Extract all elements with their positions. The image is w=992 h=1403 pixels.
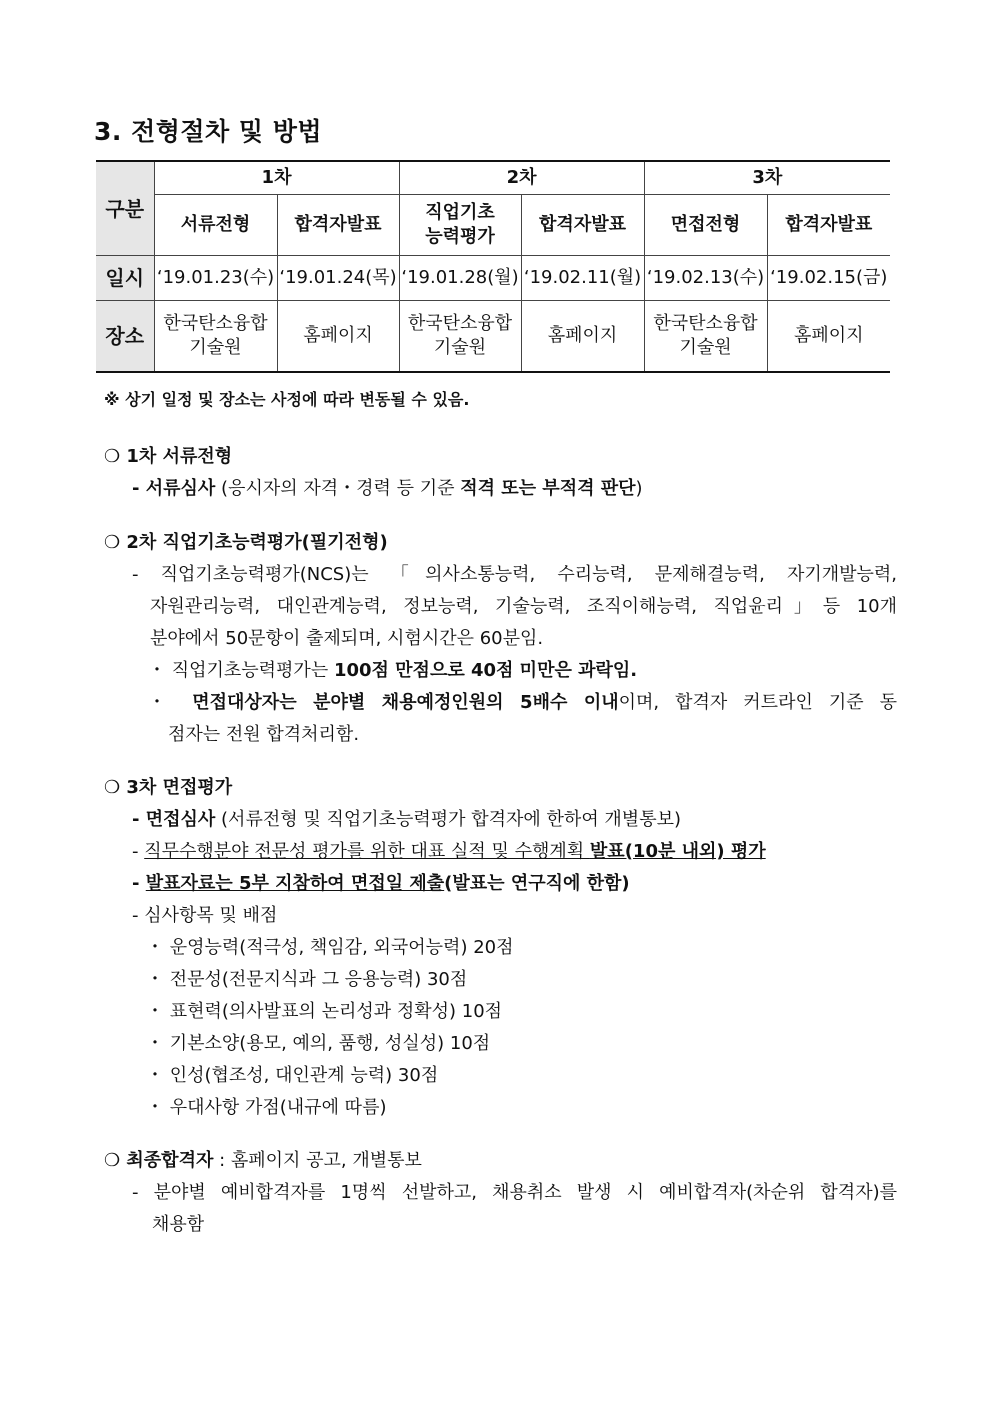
date-cell: ‘19.01.24(목) bbox=[277, 256, 399, 301]
place-line: 한국탄소융합 bbox=[653, 313, 758, 334]
stage2-bullet-continuation: 점자는 전원 합격처리함. bbox=[168, 724, 360, 745]
plain-text: (서류전형 및 직업기초능력평가 합격자에 한하여 개별통보) bbox=[215, 809, 681, 830]
stage2-paragraph-line: - 직업기초능력평가(NCS)는 「의사소통능력, 수리능력, 문제해결능력, 자기개발능력, bbox=[132, 564, 897, 585]
plain-text: ) bbox=[635, 478, 643, 499]
plain-text: (응시자의 자격・경력 등 기준 bbox=[215, 478, 461, 499]
score-item: ・ 표현력(의사발표의 논리성과 정확성) 10점 bbox=[146, 1001, 503, 1022]
place-line: 한국탄소융합 bbox=[407, 313, 513, 334]
stage3-line bbox=[132, 872, 630, 896]
score-item: ・ 전문성(전문지식과 그 응용능력) 30점 bbox=[146, 969, 468, 990]
table-row bbox=[96, 301, 890, 373]
place-cell: 홈페이지 bbox=[767, 301, 890, 373]
step-header: 합격자발표 bbox=[277, 195, 399, 256]
date-cell: ‘19.01.28(월) bbox=[399, 256, 521, 301]
plain-text: ・ bbox=[148, 692, 193, 713]
stage-3-header: 3차 bbox=[644, 161, 890, 195]
underlined-text: 직무수행분야 전문성 평가를 위한 대표 실적 및 수행계획 bbox=[144, 841, 590, 862]
dash: - bbox=[132, 873, 146, 894]
stage2-heading: ❍ 2차 직업기초능력평가(필기전형) bbox=[104, 532, 388, 553]
stage-1-header: 1차 bbox=[154, 161, 399, 195]
bold-underlined-text: 발표(10분 내외) 평가 bbox=[589, 841, 766, 862]
bold-text: 서류심사 bbox=[145, 478, 216, 499]
step-header: 합격자발표 bbox=[521, 195, 644, 256]
place-line: 기술원 bbox=[679, 337, 732, 358]
plain-text: : 홈페이지 공고, 개별통보 bbox=[213, 1150, 422, 1171]
plain-text: ・ 직업기초능력평가는 bbox=[148, 660, 334, 681]
step-header-line: 직업기초 bbox=[425, 202, 495, 223]
stage2-paragraph-line: 자원관리능력, 대인관계능력, 정보능력, 기술능력, 조직이해능력, 직업윤리」등 10개 bbox=[150, 596, 897, 617]
header-corner-cell: 구분 bbox=[96, 161, 154, 256]
final-paragraph-line: - 분야별 예비합격자를 1명씩 선발하고, 채용취소 발생 시 예비합격자(차순위 합격자)를 bbox=[132, 1182, 897, 1203]
stage1-line bbox=[132, 477, 643, 501]
bold-text: 면접심사 bbox=[145, 809, 216, 830]
place-line: 기술원 bbox=[433, 337, 487, 358]
table-row bbox=[96, 256, 890, 301]
date-cell: ‘19.02.13(수) bbox=[644, 256, 767, 301]
dash: - bbox=[132, 841, 145, 862]
stage3-line: - 심사항목 및 배점 bbox=[132, 905, 278, 926]
section-title: 3. 전형절차 및 방법 bbox=[94, 117, 323, 146]
place-cell bbox=[399, 301, 521, 373]
stage3-heading: ❍ 3차 면접평가 bbox=[104, 777, 233, 798]
step-header-line: 능력평가 bbox=[425, 226, 495, 247]
step-header: 서류전형 bbox=[154, 195, 277, 256]
score-item: ・ 인성(협조성, 대인관계 능력) 30점 bbox=[146, 1065, 439, 1086]
schedule-note: ※ 상기 일정 및 장소는 사정에 따라 변동될 수 있음. bbox=[104, 390, 470, 409]
stage3-line bbox=[132, 808, 681, 832]
final-paragraph-line: 채용함 bbox=[152, 1214, 205, 1235]
date-cell: ‘19.02.11(월) bbox=[521, 256, 644, 301]
row-label-place: 장소 bbox=[96, 301, 154, 373]
bold-text: (발표는 연구직에 한함) bbox=[444, 873, 630, 894]
place-cell bbox=[644, 301, 767, 373]
stage2-bullet bbox=[148, 659, 637, 683]
place-cell: 홈페이지 bbox=[277, 301, 399, 373]
table-row bbox=[96, 161, 890, 195]
bold-text: 최종합격자 bbox=[126, 1150, 214, 1171]
circle-bullet: ❍ bbox=[104, 1150, 127, 1171]
stage2-paragraph-line: 분야에서 50문항이 출제되며, 시험시간은 60분임. bbox=[150, 628, 544, 649]
step-header: 합격자발표 bbox=[767, 195, 890, 256]
bold-underlined-text: 발표자료는 5부 지참하여 면접일 제출 bbox=[145, 873, 445, 894]
date-cell: ‘19.01.23(수) bbox=[154, 256, 277, 301]
place-cell bbox=[154, 301, 277, 373]
bold-text: 100점 만점으로 40점 미만은 과락임. bbox=[333, 660, 638, 681]
place-cell: 홈페이지 bbox=[521, 301, 644, 373]
dash: - bbox=[132, 478, 146, 499]
plain-text: 이며, 합격자 커트라인 기준 동 bbox=[618, 692, 897, 713]
row-label-date: 일시 bbox=[96, 256, 154, 301]
stage3-line bbox=[132, 840, 766, 864]
dash: - bbox=[132, 809, 146, 830]
bold-text: 면접대상자는 분야별 채용예정인원의 5배수 이내 bbox=[192, 692, 619, 713]
stage2-bullet bbox=[148, 691, 897, 715]
score-item: ・ 기본소양(용모, 예의, 품행, 성실성) 10점 bbox=[146, 1033, 491, 1054]
schedule-table bbox=[96, 160, 890, 373]
place-line: 한국탄소융합 bbox=[163, 313, 268, 334]
score-item: ・ 우대사항 가점(내규에 따름) bbox=[146, 1097, 387, 1118]
table-row bbox=[96, 195, 890, 256]
step-header: 면접전형 bbox=[644, 195, 767, 256]
place-line: 기술원 bbox=[189, 337, 242, 358]
bold-text: 적격 또는 부적격 판단 bbox=[460, 478, 636, 499]
date-cell: ‘19.02.15(금) bbox=[767, 256, 890, 301]
stage-2-header: 2차 bbox=[399, 161, 644, 195]
final-heading bbox=[104, 1149, 422, 1173]
stage1-heading: ❍ 1차 서류전형 bbox=[104, 446, 233, 467]
step-header bbox=[399, 195, 521, 256]
score-item: ・ 운영능력(적극성, 책임감, 외국어능력) 20점 bbox=[146, 937, 514, 958]
